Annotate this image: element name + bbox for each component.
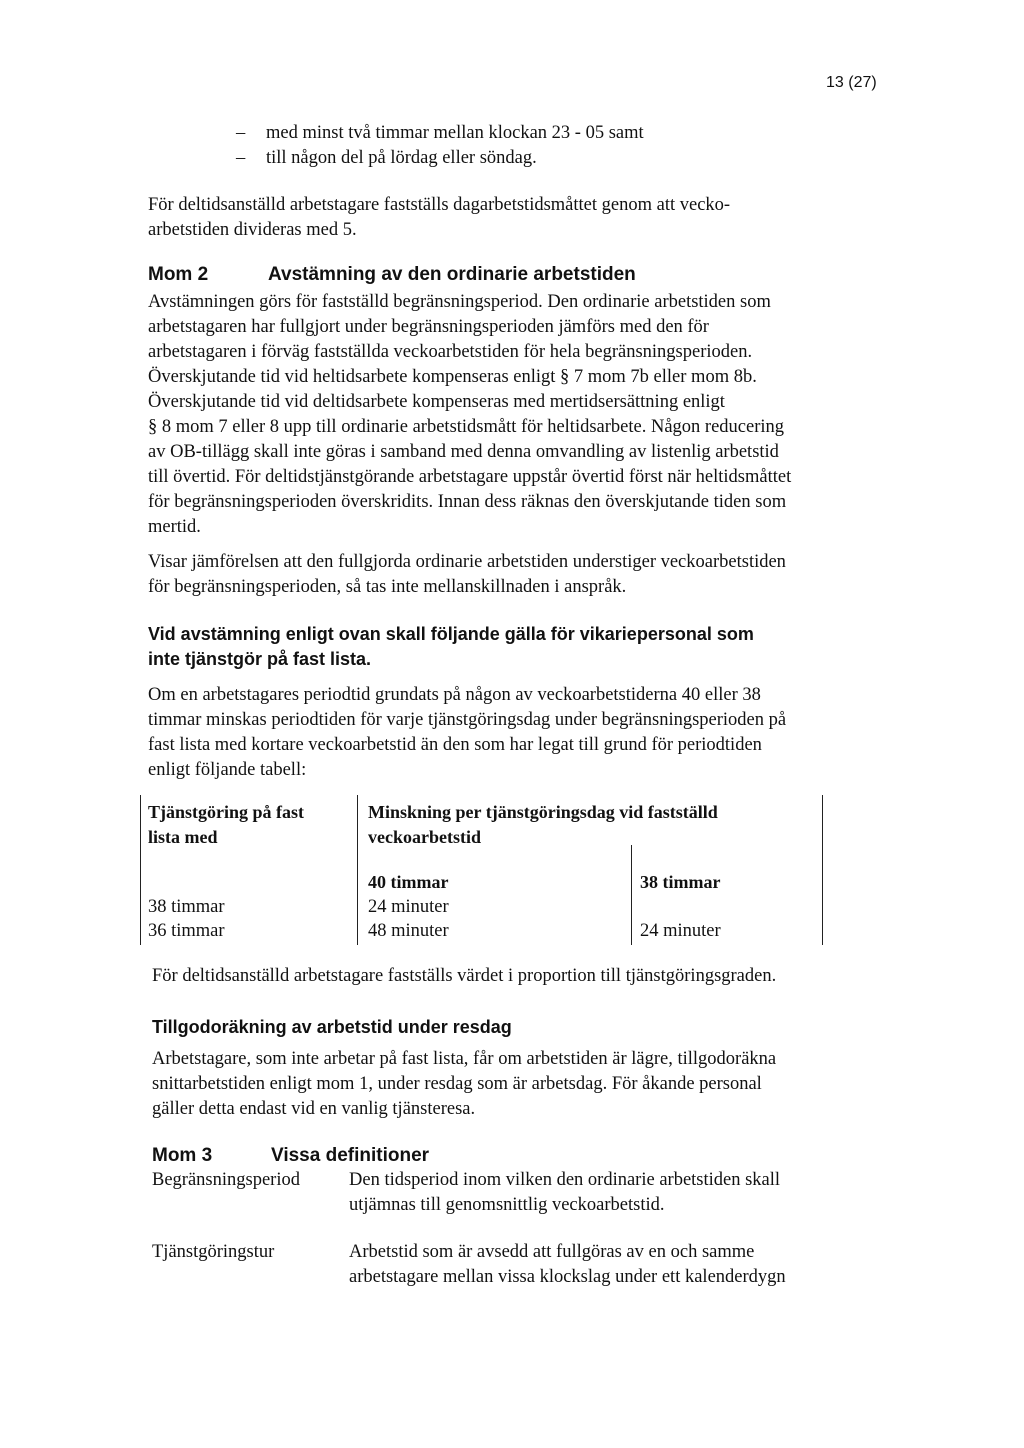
text-line: för begränsningsperioden överskridits. Innan dess räknas den överskjutande tiden som bbox=[148, 492, 787, 512]
table-cell: 48 minuter bbox=[368, 921, 449, 941]
text-line: Överskjutande tid vid heltidsarbete kompenseras enligt § 7 mom 7b eller mom 8b. bbox=[148, 367, 757, 387]
table-border-inner bbox=[631, 845, 632, 945]
text-line: mertid. bbox=[148, 517, 201, 537]
text-line: arbetstagaren i förväg fastställda veckoarbetstiden för hela begränsningsperioden. bbox=[148, 342, 753, 362]
text-line: av OB-tillägg skall inte göras i samband med denna omvandling av listenlig arbetstid bbox=[148, 442, 779, 462]
bullet-list bbox=[236, 121, 644, 171]
text-line: till övertid. För deltidstjänstgörande arbetstagare uppstår övertid först när heltidsmåttet bbox=[148, 467, 792, 487]
vikarie-heading bbox=[148, 622, 754, 672]
table-row-label: 38 timmar bbox=[148, 897, 225, 917]
mom3-title: Vissa definitioner bbox=[271, 1145, 430, 1166]
mom2-title: Avstämning av den ordinarie arbetstiden bbox=[268, 264, 636, 285]
text-line: arbetstagare mellan vissa klockslag under ett kalenderdygn bbox=[349, 1267, 786, 1287]
heading-line: inte tjänstgör på fast lista. bbox=[148, 649, 372, 669]
text-line: Om en arbetstagares periodtid grundats på någon av veckoarbetstiderna 40 eller 38 bbox=[148, 685, 761, 705]
header-line: Minskning per tjänstgöringsdag vid fastställd bbox=[368, 802, 718, 822]
mom2-paragraph-2 bbox=[148, 550, 883, 600]
text-line: Visar jämförelsen att den fullgjorda ordinarie arbetstiden understiger veckoarbetstiden bbox=[148, 552, 786, 572]
table-header-col2 bbox=[368, 800, 718, 850]
text-line: Avstämningen görs för fastställd begränsningsperiod. Den ordinarie arbetstiden som bbox=[148, 292, 771, 312]
intro-paragraph: För deltidsanställd arbetstagare fastställs dagarbetstidsmåttet genom att vecko-arbetstiden divideras med 5. bbox=[148, 195, 731, 240]
text-line: fast lista med kortare veckoarbetstid än den som har legat till grund för periodtiden bbox=[148, 735, 762, 755]
header-line: Tjänstgöring på fast bbox=[148, 802, 305, 822]
list-item bbox=[236, 146, 644, 171]
text-line: § 8 mom 7 eller 8 upp till ordinarie arbetstidsmått för heltidsarbete. Någon reducering bbox=[148, 417, 785, 437]
text-line: Den tidsperiod inom vilken den ordinarie arbetstiden skall bbox=[349, 1170, 781, 1190]
mom2-label: Mom 2 bbox=[148, 264, 209, 285]
table-border-right bbox=[822, 795, 823, 945]
table-subheader-40: 40 timmar bbox=[368, 872, 449, 892]
after-table-text: För deltidsanställd arbetstagare fastställs värdet i proportion till tjänstgöringsgraden. bbox=[152, 966, 777, 986]
page-number: 13 (27) bbox=[826, 74, 877, 91]
text-line: gäller detta endast vid en vanlig tjänsteresa. bbox=[152, 1099, 476, 1119]
table-cell: 24 minuter bbox=[368, 897, 449, 917]
text-line: Arbetstagare, som inte arbetar på fast lista, får om arbetstiden är lägre, tillgodoräkna bbox=[152, 1049, 777, 1069]
text-line: för begränsningsperioden, så tas inte mellanskillnaden i anspråk. bbox=[148, 577, 627, 597]
table-subheader-38: 38 timmar bbox=[640, 872, 721, 892]
text-line: Arbetstid som är avsedd att fullgöras av en och samme bbox=[349, 1242, 755, 1262]
header-line: veckoarbetstid bbox=[368, 827, 481, 847]
bullet-text: till någon del på lördag eller söndag. bbox=[266, 148, 537, 168]
definition-text bbox=[349, 1168, 869, 1218]
text-line: enligt följande tabell: bbox=[148, 760, 307, 780]
resdag-paragraph bbox=[152, 1047, 887, 1122]
bullet-text: med minst två timmar mellan klockan 23 - 05 samt bbox=[266, 123, 644, 143]
definition-term: Tjänstgöringstur bbox=[152, 1242, 275, 1262]
bullet-dash: – bbox=[236, 148, 246, 168]
heading-line: Vid avstämning enligt ovan skall följande gälla för vikariepersonal som bbox=[148, 624, 754, 644]
bullet-dash: – bbox=[236, 123, 246, 143]
table-cell: 24 minuter bbox=[640, 921, 721, 941]
definition-text bbox=[349, 1240, 869, 1290]
table-row-label: 36 timmar bbox=[148, 921, 225, 941]
header-line: lista med bbox=[148, 827, 218, 847]
definition-term: Begränsningsperiod bbox=[152, 1170, 300, 1190]
text-line: snittarbetstiden enligt mom 1, under resdag som är arbetsdag. För åkande personal bbox=[152, 1074, 762, 1094]
table-header-col1 bbox=[148, 800, 304, 850]
text-line: utjämnas till genomsnittlig veckoarbetstid. bbox=[349, 1195, 665, 1215]
text-line: timmar minskas periodtiden för varje tjänstgöringsdag under begränsningsperioden på bbox=[148, 710, 787, 730]
list-item bbox=[236, 121, 644, 146]
table-border-middle bbox=[357, 795, 358, 945]
resdag-heading: Tillgodoräkning av arbetstid under resdag bbox=[152, 1017, 512, 1037]
mom3-label: Mom 3 bbox=[152, 1145, 213, 1166]
text-line: arbetstagaren har fullgjort under begränsningsperioden jämförs med den för bbox=[148, 317, 709, 337]
table-border-left bbox=[140, 795, 141, 945]
mom2-paragraph bbox=[148, 290, 883, 540]
vikarie-paragraph bbox=[148, 683, 883, 783]
text-line: Överskjutande tid vid deltidsarbete kompenseras med mertidsersättning enligt bbox=[148, 392, 725, 412]
